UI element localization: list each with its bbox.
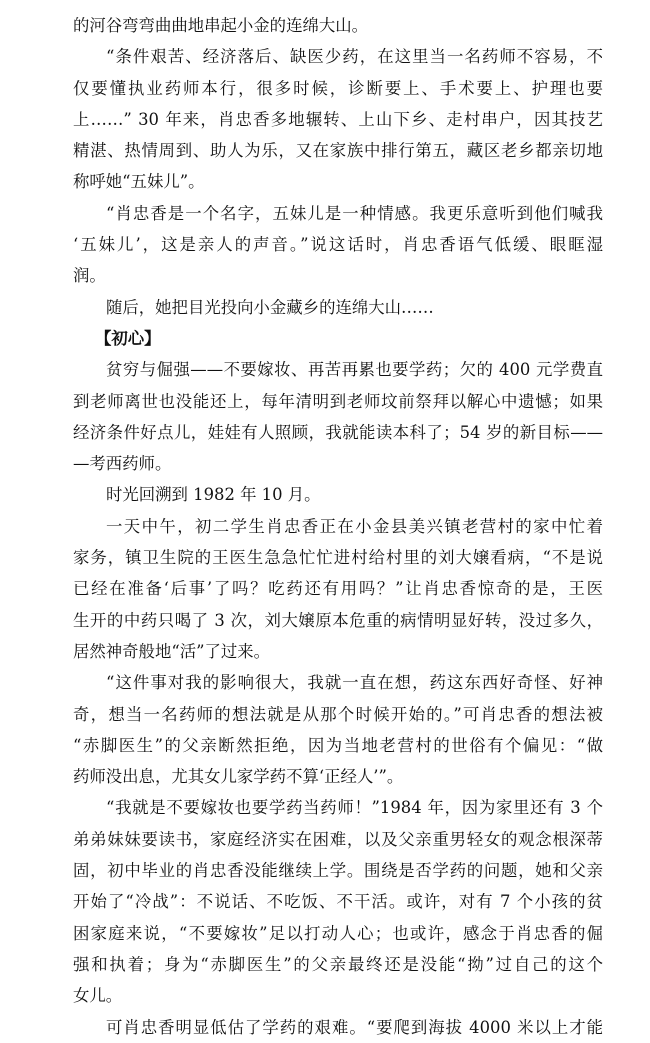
section-heading: 【初心】 [95, 328, 161, 348]
text-line: 家务，镇卫生院的王医生急急忙忙进村给村里的刘大嬢看病，“不是说 [73, 548, 603, 568]
text-line: 困家庭来说，“不要嫁妆”足以打动人心；也或许，感念于肖忠香的倔 [73, 923, 603, 943]
text-line: 弟弟妹妹要读书，家庭经济实在困难，以及父亲重男轻女的观念根深蒂 [73, 829, 603, 849]
text-line: ‘五妹儿’，这是亲人的声音。”说这话时，肖忠香语气低缓、眼眶湿 [73, 235, 603, 255]
text-line: 开始了“冷战”：不说话、不吃饭、不干活。或许，对有 7 个小孩的贫 [73, 892, 603, 912]
text-line: “肖忠香是一个名字，五妹儿是一种情感。我更乐意听到他们喊我 [106, 203, 603, 223]
text-line: 贫穷与倔强——不要嫁妆、再苦再累也要学药；欠的 400 元学费直 [106, 360, 603, 380]
text-line: 奇，想当一名药师的想法就是从那个时候开始的。”可肖忠香的想法被 [73, 704, 603, 724]
text-line: 可肖忠香明显低估了学药的艰难。“要爬到海拔 4000 米以上才能 [106, 1017, 603, 1037]
text-line: 到老师离世也没能还上，每年清明到老师坟前祭拜以解心中遗憾；如果 [73, 391, 603, 411]
text-line: “赤脚医生”的父亲断然拒绝，因为当地老营村的世俗有个偏见：“做 [73, 735, 603, 755]
text-line: 的河谷弯弯曲曲地串起小金的连绵大山。 [73, 16, 369, 35]
text-line: “这件事对我的影响很大，我就一直在想，药这东西好奇怪、好神 [106, 673, 603, 693]
text-line: 精湛、热情周到、助人为乐，又在家族中排行第五，藏区老乡都亲切地 [73, 141, 603, 161]
text-line: 仅要懂执业药师本行，很多时候，诊断要上、手术要上、护理也要 [73, 78, 603, 98]
text-line: 生开的中药只喝了 3 次，刘大嬢原本危重的病情明显好转，没过多久， [73, 610, 603, 630]
text-line: 居然神奇般地“活”了过来。 [73, 641, 271, 661]
text-line: 润。 [73, 266, 106, 286]
text-line: 药师没出息，尤其女儿家学药不算‘正经人’”。 [73, 767, 404, 787]
text-line: 女儿。 [73, 986, 123, 1006]
text-line: 固，初中毕业的肖忠香没能继续上学。围绕是否学药的问题，她和父亲 [73, 861, 603, 881]
text-line: “我就是不要嫁妆也要学药当药师！”1984 年，因为家里还有 3 个 [106, 798, 603, 818]
text-line: 已经在准备‘后事’了吗？吃药还有用吗？”让肖忠香惊奇的是，王医 [73, 579, 603, 599]
text-line: 上……” 30 年来，肖忠香多地辗转、上山下乡、走村串户，因其技艺 [73, 109, 603, 129]
text-line: “条件艰苦、经济落后、缺医少药，在这里当一名药师不容易，不 [106, 47, 603, 67]
text-line: 一天中午，初二学生肖忠香正在小金县美兴镇老营村的家中忙着 [106, 516, 603, 536]
text-line: 称呼她“五妹儿”。 [73, 172, 205, 192]
text-line: 随后，她把目光投向小金藏乡的连绵大山…… [106, 297, 434, 317]
text-line: 强和执着；身为“赤脚医生”的父亲最终还是没能“拗”过自己的这个 [73, 954, 603, 974]
text-line: —考西药师。 [73, 454, 172, 474]
text-line: 时光回溯到 1982 年 10 月。 [106, 485, 321, 505]
text-line: 经济条件好点儿，娃娃有人照顾，我就能读本科了；54 岁的新目标—— [73, 422, 603, 442]
